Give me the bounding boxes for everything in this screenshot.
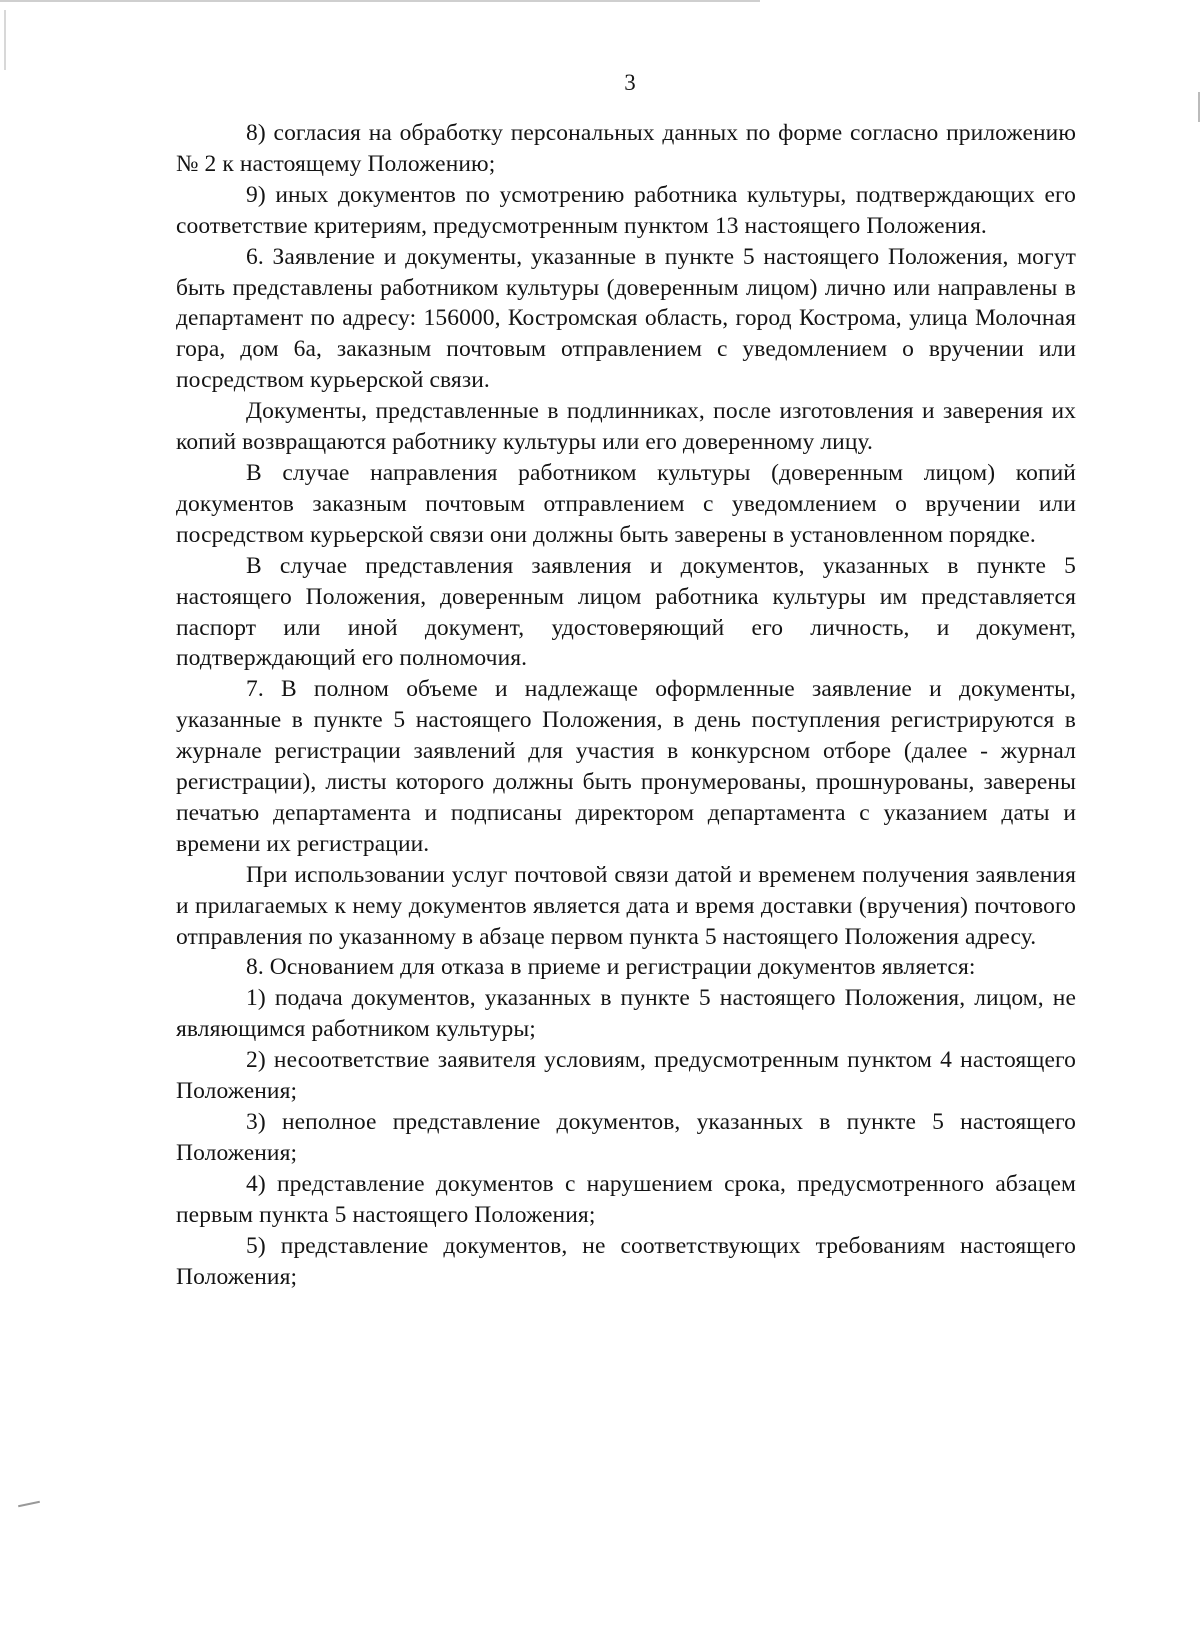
paragraph-item-8-consent: 8) согласия на обработку персональных данных по форме согласно приложению № 2 к настоящему Положению; bbox=[176, 120, 1076, 177]
paragraph-item-9-other-documents: 9) иных документов по усмотрению работника культуры, подтверждающих его соответствие критериям, предусмотренным пунктом 13 настоящего Положения. bbox=[176, 181, 1076, 239]
paragraph-trusted-person: В случае представления заявления и документов, указанных в пункте 5 настоящего Положения, доверенным лицом работника культуры им представляется паспорт или иной документ, удостоверяющий его личность, и документ, подтверждающий его полномочия. bbox=[176, 552, 1076, 672]
document-body bbox=[176, 118, 1076, 1292]
scan-mark-left bbox=[18, 1501, 40, 1508]
paragraph-refusal-5: 5) представление документов, не соответствующих требованиям настоящего Положения; bbox=[176, 1232, 1076, 1290]
paragraph-refusal-3: 3) неполное представление документов, указанных в пункте 5 настоящего Положения; bbox=[176, 1109, 1076, 1166]
paragraph-refusal-1: 1) подача документов, указанных в пункте 5 настоящего Положения, лицом, не являющимся работником культуры; bbox=[176, 985, 1076, 1043]
scan-edge-left bbox=[4, 10, 6, 70]
paragraph-clause-8: 8. Основанием для отказа в приеме и регистрации документов является: bbox=[246, 954, 976, 981]
paragraph-clause-7: 7. В полном объеме и надлежаще оформленные заявление и документы, указанные в пункте 5 настоящего Положения, в день поступления регистрируются в журнале регистрации заявлений для участия в конкурсном отборе (далее - журнал регистрации), листы которого должны быть пронумерованы, прошнурованы, заверены печатью департамента и подписаны директором департамента с указанием даты и времени их регистрации. bbox=[176, 676, 1076, 857]
paragraph-refusal-4: 4) представление документов с нарушением срока, предусмотренного абзацем первым пункта 5 настоящего Положения; bbox=[176, 1170, 1076, 1228]
paragraph-postal-date: При использовании услуг почтовой связи датой и временем получения заявления и прилагаемых к нему документов является дата и время доставки (вручения) почтового отправления по указанному в абзаце первом пункта 5 настоящего Положения адресу. bbox=[176, 861, 1076, 950]
page-number: 3 bbox=[624, 70, 636, 95]
paragraph-clause-6: 6. Заявление и документы, указанные в пункте 5 настоящего Положения, могут быть представлены работником культуры (доверенным лицом) лично или направлены в департамент по адресу: 156000, Костромская область, город Кострома, улица Молочная гора, дом 6а, заказным почтовым отправлением с уведомлением о вручении или посредством курьерской связи. bbox=[176, 243, 1076, 394]
scan-edge-top bbox=[0, 0, 760, 2]
paragraph-originals-returned: Документы, представленные в подлинниках, после изготовления и заверения их копий возвращаются работнику культуры или его доверенному лицу. bbox=[176, 398, 1076, 456]
paragraph-copies-certified: В случае направления работником культуры (доверенным лицом) копий документов заказным почтовым отправлением с уведомлением о вручении или посредством курьерской связи они должны быть заверены в установленном порядке. bbox=[176, 459, 1076, 548]
paragraph-refusal-2: 2) несоответствие заявителя условиям, предусмотренным пунктом 4 настоящего Положения; bbox=[176, 1047, 1076, 1105]
